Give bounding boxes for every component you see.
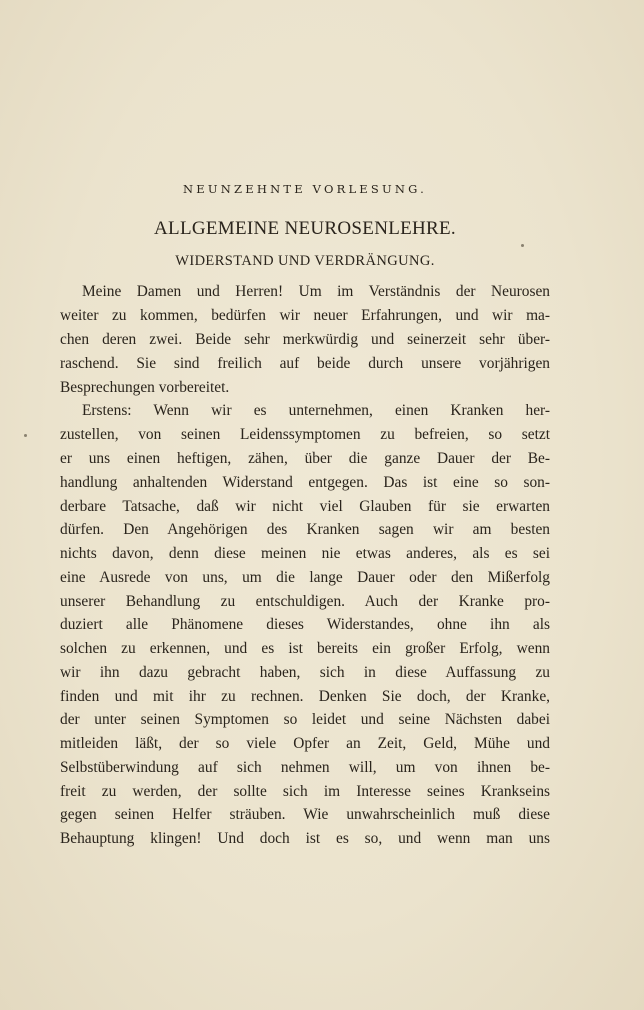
text-line: derbare Tatsache, daß wir nicht viel Glauben für sie erwarten	[60, 498, 550, 515]
text-line: unserer Behandlung zu entschuldigen. Auch der Kranke pro-	[60, 593, 550, 610]
text-line: dürfen. Den Angehörigen des Kranken sagen wir am besten	[60, 521, 550, 538]
text-line: weiter zu kommen, bedürfen wir neuer Erfahrungen, und wir ma-	[60, 307, 550, 324]
text-line: nichts davon, denn diese meinen nie etwas anderes, als es sei	[60, 545, 550, 562]
text-line: Meine Damen und Herren! Um im Verständnis der Neurosen	[82, 283, 550, 300]
text-line: eine Ausrede von uns, um die lange Dauer oder den Mißerfolg	[60, 569, 550, 586]
chapter-title: ALLGEMEINE NEUROSENLEHRE.	[154, 218, 456, 239]
print-speck	[521, 244, 524, 247]
text-line: wir ihn dazu gebracht haben, sich in diese Auffassung zu	[60, 664, 550, 681]
print-speck	[24, 434, 27, 437]
text-line: raschend. Sie sind freilich auf beide durch unsere vorjährigen	[60, 355, 550, 372]
text-line: zustellen, von seinen Leidenssymptomen zu befreien, so setzt	[60, 426, 550, 443]
text-line: der unter seinen Symptomen so leidet und seine Nächsten dabei	[60, 711, 550, 728]
text-line: freit zu werden, der sollte sich im Interesse seines Krankseins	[60, 783, 550, 800]
chapter-subtitle: WIDERSTAND UND VERDRÄNGUNG.	[175, 253, 435, 269]
text-line: Selbstüberwindung auf sich nehmen will, um von ihnen be-	[60, 759, 550, 776]
text-line: handlung anhaltenden Widerstand entgegen. Das ist eine so son-	[60, 474, 550, 491]
text-line: Behauptung klingen! Und doch ist es so, und wenn man uns	[60, 830, 550, 847]
text-line: gegen seinen Helfer sträuben. Wie unwahrscheinlich muß diese	[60, 806, 550, 823]
lecture-label: NEUNZEHNTE VORLESUNG.	[183, 182, 427, 196]
text-line: chen deren zwei. Beide sehr merkwürdig und seinerzeit sehr über-	[60, 331, 550, 348]
text-line: Erstens: Wenn wir es unternehmen, einen Kranken her-	[82, 402, 550, 419]
text-line: solchen zu erkennen, und es ist bereits ein großer Erfolg, wenn	[60, 640, 550, 657]
text-line: Besprechungen vorbereitet.	[60, 379, 230, 396]
text-line: mitleiden läßt, der so viele Opfer an Zeit, Geld, Mühe und	[60, 735, 550, 752]
text-line: duziert alle Phänomene dieses Widerstandes, ohne ihn als	[60, 616, 550, 633]
text-line: er uns einen heftigen, zähen, über die ganze Dauer der Be-	[60, 450, 550, 467]
text-line: finden und mit ihr zu rechnen. Denken Sie doch, der Kranke,	[60, 688, 550, 705]
